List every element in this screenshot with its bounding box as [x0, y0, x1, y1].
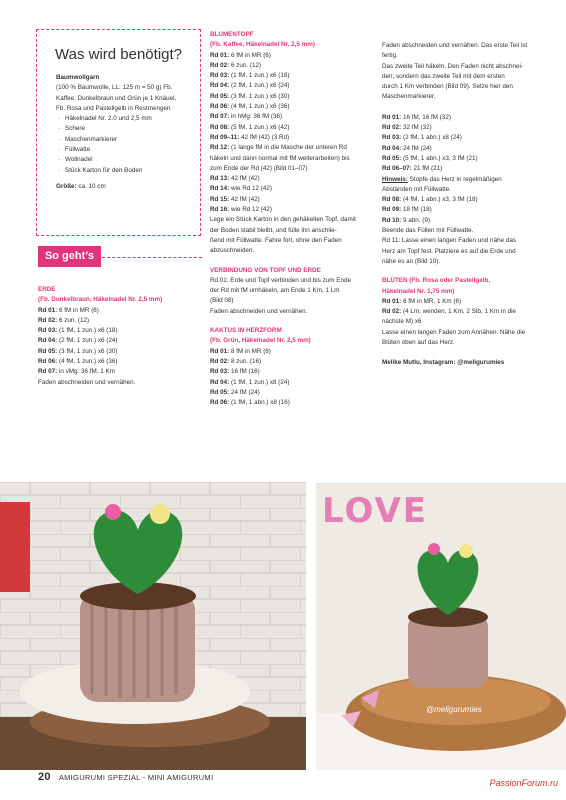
pattern-row: Rd 09–11: 42 fM (42) (3 Rd): [210, 133, 290, 141]
paragraph-line: Faden abschneiden und vernähen.: [210, 307, 308, 315]
paragraph-line: Beende das Füllen mit Füllwatte.: [382, 227, 474, 235]
pattern-row: Rd 06–07: 21 fM (21): [382, 165, 443, 173]
paragraph-line: ßend mit Füllwatte. Fahre fort, ohne den Faden: [210, 236, 342, 244]
paragraph-line: nächste M) x6: [382, 318, 422, 326]
yarn-line: (100 % Baumwolle, LL: 125 m = 50 g) Fb.: [56, 84, 173, 92]
paragraph-line: Maschenmarkierer.: [382, 93, 436, 101]
pattern-row: Rd 06: (4 fM, 1 zun.) x6 (36): [38, 358, 118, 366]
kaktus-subtitle: (Fb. Grün, Häkelnadel Nr. 2,5 mm): [210, 337, 311, 345]
paragraph-line: Abständen mit Füllwatte.: [382, 185, 451, 193]
pattern-row: Rd 04: (1 fM, 1 zun.) x8 (24): [210, 378, 290, 386]
col3-section: [382, 41, 547, 369]
materials-title: Was wird benötigt?: [55, 46, 183, 63]
verbindung-title: VERBINDUNG VON TOPF UND ERDE: [210, 266, 321, 274]
pattern-row: Rd 02: 32 fM (32): [382, 124, 432, 132]
erde-title: ERDE: [38, 286, 56, 293]
paragraph-line: Blüten oben auf das Herz.: [382, 339, 455, 347]
pattern-row-cont: zum Ende der Rd (42) (Bild 01–07): [210, 164, 308, 172]
list-item: · Wollnadel: [56, 155, 198, 165]
blueten-title: BLÜTEN (Fb. Rosa oder Pastellgelb,: [382, 277, 491, 285]
section-divider: [102, 257, 202, 258]
pattern-row-cont: häkeln und dann normal mit fM weiterarbeiten) bis: [210, 154, 350, 162]
pattern-row: Rd 04: 24 fM (24): [382, 144, 432, 152]
page-number: 20: [38, 771, 51, 783]
paragraph-line: den, sondern das zweite Teil mit dem ersten: [382, 72, 505, 80]
paragraph-line: abzuschneiden.: [210, 247, 255, 255]
blumentopf-subtitle: (Fb. Kaffee, Häkelnadel Nr. 2,5 mm): [210, 41, 315, 49]
page-footer: [38, 771, 213, 783]
erde-note: Faden abschneiden und vernähen.: [38, 378, 136, 386]
pattern-row: Rd 02: 6 zun. (12): [210, 61, 262, 69]
pattern-row: Rd 08: (5 fM, 1 zun.) x6 (42): [210, 123, 290, 131]
pattern-row: Rd 03: (1 fM, 1 zun.) x6 (18): [210, 72, 290, 80]
pattern-row: Rd 01: 6 fM in MR (6): [210, 51, 271, 59]
pattern-row: Rd 05: (3 fM, 1 zun.) x6 (30): [38, 347, 118, 355]
paragraph-line: fertig.: [382, 52, 398, 60]
pattern-row: Rd 16: wie Rd 12 (42): [210, 206, 272, 214]
pattern-row: Rd 08: (4 fM, 1 abn.) x3, 3 fM (18): [382, 196, 478, 204]
materials-content: [56, 73, 198, 192]
list-item: · Maschenmarkierer: [56, 135, 198, 145]
paragraph-line: (Bild 08): [210, 297, 234, 305]
erde-section: [38, 285, 203, 388]
pattern-row: Rd 07: in hMg: 36 fM (36): [210, 113, 283, 121]
blueten-subtitle: Häkelnadel Nr. 1,75 mm): [382, 287, 455, 295]
pattern-row: Rd 06: (1 fM, 1 abn.) x8 (16): [210, 399, 290, 407]
list-item: · Stück Karton für den Boden: [56, 166, 198, 176]
pattern-row: Rd 01: 6 fM in MR (6): [38, 306, 99, 314]
pattern-row: Rd 02: (4 Lm, wenden, 1 Km, 2 Stb, 1 Km in die: [382, 308, 517, 316]
section-label: So geht’s: [38, 246, 101, 267]
pattern-row: Rd 04: (2 fM, 1 zun.) x6 (24): [38, 337, 118, 345]
pattern-row: Rd 15: 42 fM (42): [210, 195, 260, 203]
pattern-row: Rd 01: 8 fM in MR (8): [210, 347, 271, 355]
pattern-row: Rd 05: (3 fM, 1 zun.) x6 (30): [210, 92, 290, 100]
pattern-row: Rd 05: (5 fM, 1 abn.) x3, 3 fM (21): [382, 154, 478, 162]
pattern-row: Rd 03: 16 fM (16): [210, 368, 260, 376]
paragraph-line: Lege ein Stück Karton in den gehäkelten Topf, damit: [210, 216, 356, 224]
materials-list: [56, 114, 198, 176]
paragraph-line: Lasse einen langen Faden zum Annähen. Nähe die: [382, 328, 526, 336]
paragraph-line: Das zweite Teil häkeln. Den Faden nicht abschnei-: [382, 62, 523, 70]
paragraph-line: durch 1 Km verbinden (Bild 09). Setze hier den: [382, 83, 513, 91]
blumentopf-title: BLUMENTOPF: [210, 31, 254, 38]
size-line: Größe: ca. 10 cm: [56, 182, 106, 190]
love-letters: LOVE: [322, 491, 428, 531]
pattern-row: Rd 02: 8 zun. (16): [210, 357, 262, 365]
pattern-row: Rd 02: 6 zun. (12): [38, 316, 90, 324]
paragraph-line: der Rd mit fM umhäkeln, am Ende 1 Km, 1 Lm: [210, 287, 340, 295]
pattern-row: Rd 09: 18 fM (18): [382, 206, 432, 214]
pattern-row: Rd 07: in vMg: 36 fM, 1 Km: [38, 368, 115, 376]
photo-cactus-left: [0, 482, 306, 770]
credit: Melike Mutlu, Instagram: @meligurumies: [382, 359, 505, 367]
photo-cactus-right: [316, 483, 566, 770]
paragraph-line: Herz am Topf fest. Platziere es auf die Erde und: [382, 247, 516, 255]
list-item: · Schere: [56, 124, 198, 134]
list-item: · Füllwatte: [56, 145, 198, 155]
yarn-line: Fb. Rosa und Pastellgelb in Restmengen: [56, 104, 171, 112]
pattern-row: Rd 13: 42 fM (42): [210, 175, 260, 183]
list-item: · Häkelnadel Nr. 2.0 und 2,5 mm: [56, 114, 198, 124]
pattern-row: Rd 14: wie Rd 12 (42): [210, 185, 272, 193]
cactus-illustration-left: [0, 482, 306, 770]
yarn-heading: Baumwollgarn: [56, 74, 100, 81]
paragraph-line: der Boden stabil bleibt, und fülle ihn anschlie-: [210, 226, 337, 234]
blumentopf-section: [210, 30, 375, 408]
pattern-row: Rd 04: (2 fM, 1 zun.) x6 (24): [210, 82, 290, 90]
site-watermark: PassionForum.ru: [489, 778, 558, 788]
pattern-row: Rd 03: (1 fM, 1 zun.) x6 (18): [38, 327, 118, 335]
pattern-row: Rd 01: 6 fM in MR, 1 Km (6): [382, 297, 462, 305]
paragraph-line: Rd 11: Lasse einen langen Faden und nähe das: [382, 237, 516, 245]
yarn-line: Kaffee, Dunkelbraun und Grün je 1 Knäuel,: [56, 94, 177, 102]
paragraph-line: Rd 01: Erde und Topf verbinden und bis zum Ende: [210, 276, 351, 284]
pattern-row: Rd 01: 16 fM, 16 fM (32): [382, 113, 451, 121]
pattern-row: Rd 06: (4 fM, 1 zun.) x6 (36): [210, 103, 290, 111]
erde-subtitle: (Fb. Dunkelbraun, Häkelnadel Nr. 2,5 mm): [38, 296, 163, 304]
paragraph-line: nähe es an (Bild 10).: [382, 257, 441, 265]
pattern-row: Rd 12: (1 lange fM in die Masche der unteren Rd: [210, 144, 347, 152]
paragraph-line: Faden abschneiden und vernähen. Das erste Teil ist: [382, 42, 528, 49]
pattern-row: Rd 05: 24 fM (24): [210, 388, 260, 396]
pattern-row: Rd 03: (2 fM, 1 abn.) x8 (24): [382, 134, 462, 142]
photo-watermark: @meligurumies: [426, 705, 482, 714]
pattern-row: Rd 10: 9 abn. (9): [382, 216, 430, 224]
kaktus-title: KAKTUS IN HERZFORM: [210, 327, 282, 335]
magazine-title: AMIGURUMI SPEZIAL - MINI AMIGURUMI: [58, 773, 214, 782]
hinweis-line: Hinweis: Stopfe das Herz in regelmäßigen: [382, 175, 502, 183]
